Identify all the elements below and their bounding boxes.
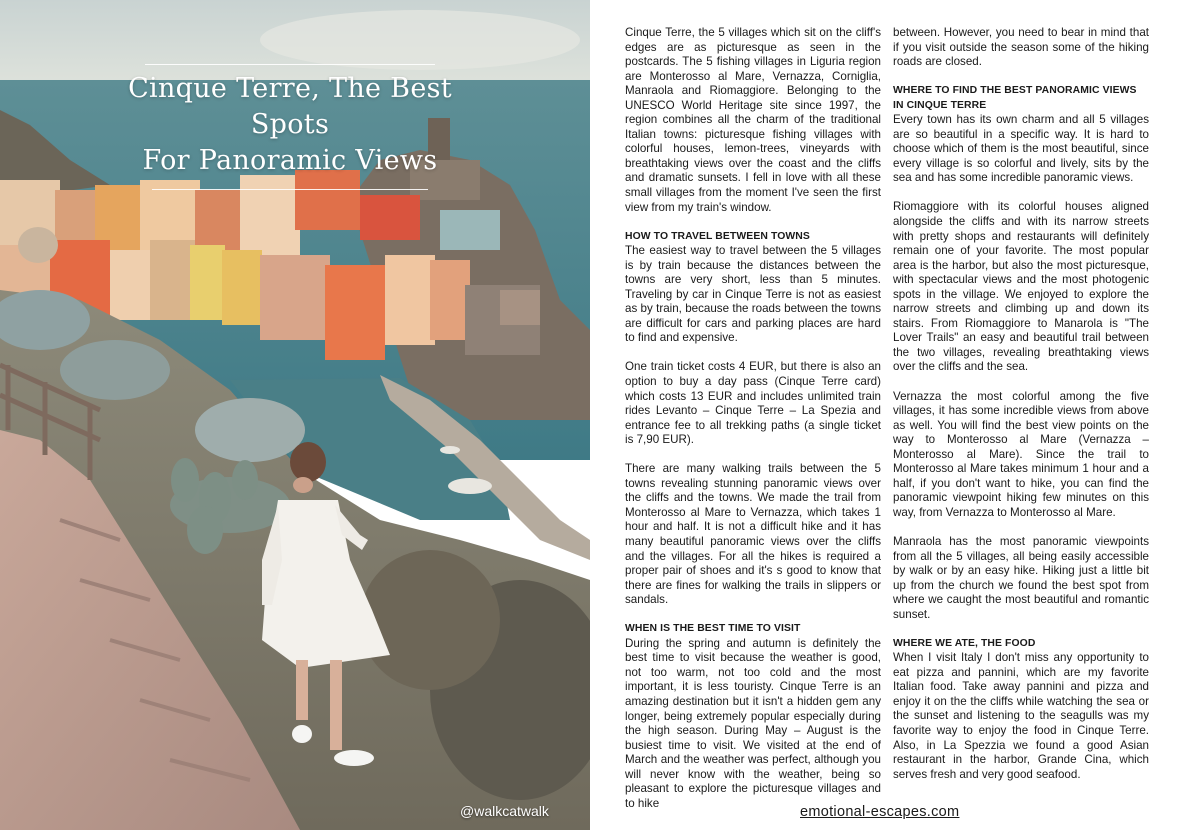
views-paragraph-2: Riomaggiore with its colorful houses aligned alongside the cliffs and with its narrow streets with pretty shops and restaurants will definitely remain one of your favorite. The most popular area is the harbor, but also the most picturesque, with spectacular views and the most photogenic spots in the village. We enjoyed to explore the narrow streets and climbing up and down its stairs. From Riomaggiore to Manarola is "The Lover Trails" an easy and beautiful trail between the two villages, revealing breathtaking views over the cliffs and the sea. [893,200,1149,374]
intro-paragraph: Cinque Terre, the 5 villages which sit on the cliff's edges are as picturesque as seen in the postcards. The 5 fishing villages in Liguria region are Monterosso al Mare, Vernazza, Corniglia, Manraola and Riomaggiore. Belonging to the UNESCO World Heritage site since 1997, the region combines all the charm of the traditional Italian towns: picturesque fishing villages with colorful houses, lemon-trees, vineyards with breathtaking views over the coast and the cliffs and dramatic sunsets. I fell in love with all these small villages from the moment I've seen the first view from my train's window. [625,26,881,214]
section-heading-time: WHEN IS THE BEST TIME TO VISIT [625,623,801,635]
photo-title-block [95,64,485,190]
time-paragraph-1: During the spring and autumn is definitely the best time to visit because the weather is good, not too warm, not too cold and the most important, it is less touristy. Cinque Terre is an amazing destination but it isn't a hidden gem any longer, being extremely popular especially during the high season. During May – August is the busiest time to visit. We visited at the end of March and the weather was perfect, although you will never know with the weather, being so pleasant to explore the picturesque villages and to hike [625,636,881,810]
photo-title-line-1: Cinque Terre, The Best Spots [128,73,452,140]
article-column-2 [893,26,1149,797]
title-rule-bottom [152,189,428,190]
section-heading-food: WHERE WE ATE, THE FOOD [893,637,1036,649]
title-rule-top [145,64,435,65]
article-column-1 [625,26,881,826]
footer-website-link[interactable]: emotional-escapes.com [800,804,960,820]
section-heading-views: WHERE TO FIND THE BEST PANORAMIC VIEWS IN CINQUE TERRE [893,85,1137,111]
travel-paragraph-1: The easiest way to travel between the 5 villages is by train because the distances between the towns are very short, less than 5 minutes. Traveling by car in Cinque Terre is not as easiest as by train, because the roads between the towns are difficult for cars and parking places are hard to find and expensive. [625,244,881,345]
photo-title-line-2: For Panoramic Views [142,145,438,176]
views-paragraph-1: Every town has its own charm and all 5 villages are so beautiful in a specific way. It is hard to choose which of them is the most beautiful, since every village is so colorful and lively, sits by the sea and has some incredible panoramic views. [893,113,1149,185]
travel-paragraph-2: One train ticket costs 4 EUR, but there is also an option to buy a day pass (Cinque Terre card) which costs 13 EUR and includes unlimited train rides Levanto – Cinque Terre – La Spezia and entrance fee to all trekking paths (a single ticket is 7,90 EUR). [625,360,881,447]
food-paragraph-1: When I visit Italy I don't miss any opportunity to eat pizza and pannini, which are my favorite Italian food. Take away pannini and pizza and enjoy it on the the cliffs while watching the sea or the sunset and listening to the seagulls was my favorite way to enjoy the food in Cinque Terre. Also, in La Spezzia we found a good Asian restaurant in the harbor, Grande Cina, which serves fresh and very good seafood. [893,651,1149,781]
section-heading-travel: HOW TO TRAVEL BETWEEN TOWNS [625,230,810,242]
photo-credit: @walkcatwalk [460,803,549,819]
travel-paragraph-3: There are many walking trails between the 5 towns revealing stunning panoramic views over the cliffs and the towns. We made the trail from Monterosso al Mare to Vernazza, which takes 1 hour and half. It is not a difficult hike and it has many beautiful panoramic views over the cliffs and the villages. For all the hikes is required a proper pair of shoes and it's s good to know that there are fines for walking the trails in slippers or sandals. [625,462,881,607]
views-paragraph-4: Manraola has the most panoramic viewpoints from all the 5 villages, all being easily accessible by walk or by an easy hike. Hiking just a little bit up from the church we found the best spot from where we caught the most beautiful and romantic sunset. [893,534,1149,621]
time-paragraph-1-continued: between. However, you need to bear in mind that if you visit outside the season some of the hiking roads are closed. [893,26,1149,69]
views-paragraph-3: Vernazza the most colorful among the five villages, it has some incredible views from above as well. You will find the best view points on the way to Monterosso al Mare (Vernazza – Monterosso al Mare). Since the trail to Monterosso al Mare takes minimum 1 hour and a half, if you don't want to hike, you can find the panoramic viewpoint hiking few minutes on this way, from Vernazza to Monterosso al Mare. [893,389,1149,519]
